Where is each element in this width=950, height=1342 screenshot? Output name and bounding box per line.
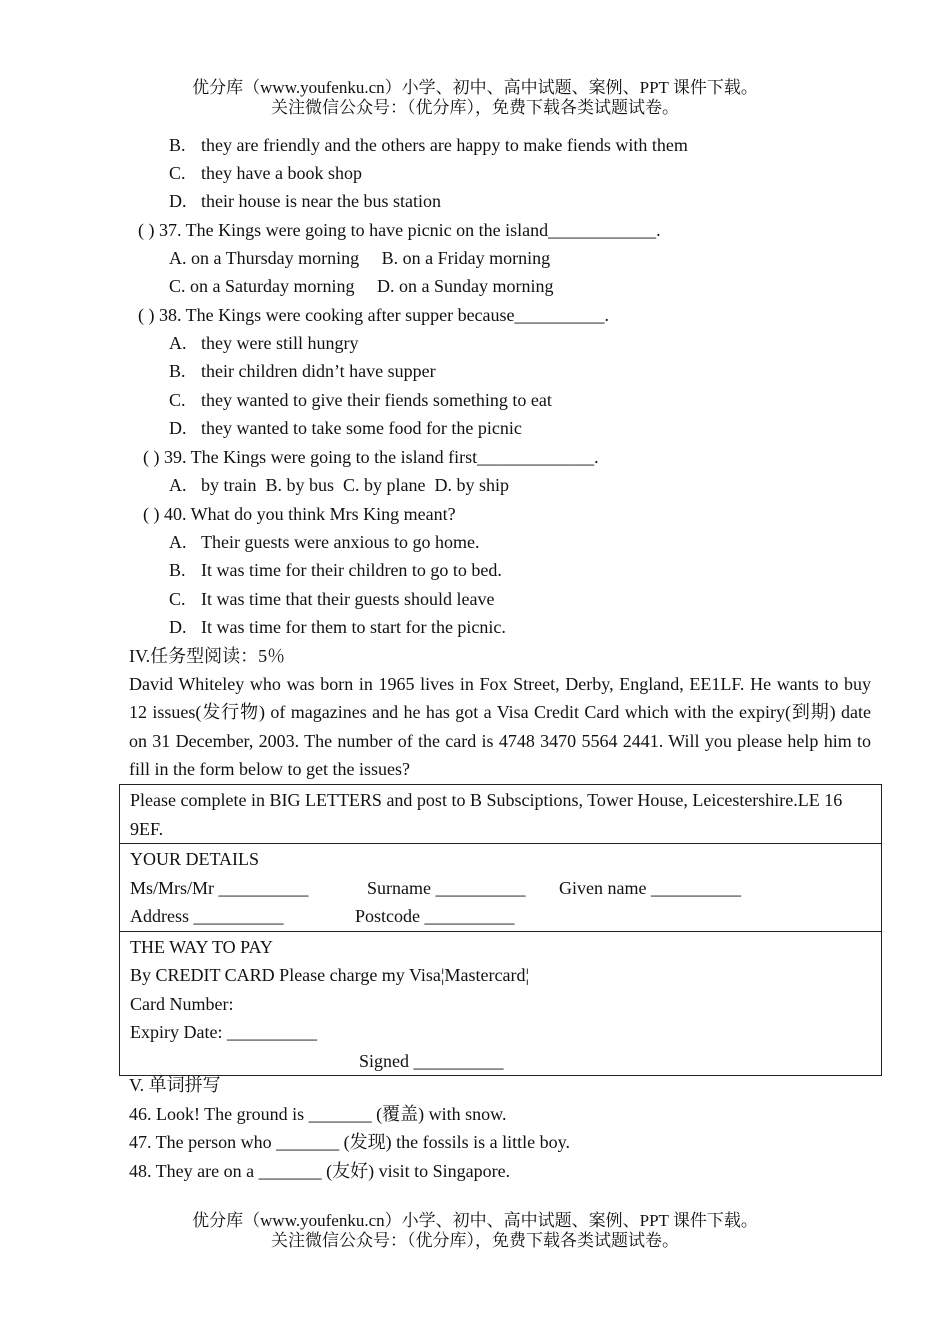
form-details-section [120, 844, 881, 932]
subscription-form [119, 784, 882, 1076]
form-instructions-section [120, 785, 881, 844]
footer-line-2: 关注微信公众号：（优分库），免费下载各类试题试卷。 [271, 1231, 679, 1250]
form-payment-section [120, 932, 881, 1076]
q38-stem: ( ) 38. The Kings were cooking after supper because__________. [138, 305, 610, 325]
q39-options: A. by train B. by bus C. by plane D. by ship [169, 475, 509, 495]
q38-option-b: B. their children didn’t have supper [169, 361, 436, 381]
q37-stem: ( ) 37. The Kings were going to have picnic on the island____________. [138, 220, 661, 240]
q37-options-row-1: A. on a Thursday morning B. on a Friday morning [169, 248, 551, 268]
q40-option-c: C. It was time that their guests should leave [169, 589, 495, 609]
spelling-item-48: 48. They are on a _______ (友好) visit to Singapore. [129, 1161, 511, 1181]
q36-option-b: B. they are friendly and the others are happy to make fiends with them [169, 135, 688, 155]
q36-option-d: D. their house is near the bus station [169, 191, 441, 211]
form-instructions: Please complete in BIG LETTERS and post to B Subsciptions, Tower House, Leicestershire.LE 16 9EF. [130, 790, 843, 839]
address-field: Address __________ [130, 906, 284, 926]
q36-option-c: C. they have a book shop [169, 163, 362, 183]
signed-field: Signed __________ [359, 1050, 504, 1071]
spelling-item-47: 47. The person who _______ (发现) the fossils is a little boy. [129, 1132, 570, 1152]
q37-options-row-2: C. on a Saturday morning D. on a Sunday morning [169, 276, 554, 296]
surname-field: Surname __________ [367, 877, 526, 898]
q39-stem: ( ) 39. The Kings were going to the island first_____________. [143, 447, 599, 467]
header-line-1: 优分库（www.youfenku.cn）小学、初中、高中试题、案例、PPT 课件下载。 [192, 78, 758, 97]
details-heading: YOUR DETAILS [130, 849, 260, 869]
spelling-item-46: 46. Look! The ground is _______ (覆盖) with snow. [129, 1104, 507, 1124]
page-footer [0, 1211, 950, 1251]
q38-option-c: C. they wanted to give their fiends something to eat [169, 390, 552, 410]
credit-card-line: By CREDIT CARD Please charge my Visa¦Mastercard¦ [130, 965, 530, 985]
postcode-field: Postcode __________ [355, 906, 515, 926]
card-number-field: Card Number: [130, 993, 234, 1014]
q40-option-b: B. It was time for their children to go to bed. [169, 560, 502, 580]
footer-line-1: 优分库（www.youfenku.cn）小学、初中、高中试题、案例、PPT 课件下载。 [192, 1211, 758, 1230]
q40-stem: ( ) 40. What do you think Mrs King meant? [143, 504, 456, 524]
q38-option-a: A. they were still hungry [169, 333, 359, 353]
section-5-heading: V. 单词拼写 [129, 1075, 221, 1095]
pay-heading: THE WAY TO PAY [130, 936, 273, 957]
section-4-heading: IV.任务型阅读：5％ [129, 646, 286, 666]
expiry-date-field: Expiry Date: __________ [130, 1022, 317, 1042]
q40-option-a: A. Their guests were anxious to go home. [169, 532, 480, 552]
given-name-field: Given name __________ [559, 877, 741, 898]
q38-option-d: D. they wanted to take some food for the picnic [169, 418, 522, 438]
section-4-paragraph: David Whiteley who was born in 1965 lives in Fox Street, Derby, England, EE1LF. He wants to buy 12 issues(发行物) of magazines and he has got a Visa Credit Card which with the expiry(到期) date on 31 December, 2003. The number of the card is 4748 3470 5564 2441. Will you please help him to fill in the form below to get the issues? [129, 674, 871, 779]
title-field: Ms/Mrs/Mr __________ [130, 877, 309, 898]
header-line-2: 关注微信公众号：（优分库），免费下载各类试题试卷。 [271, 98, 679, 117]
q40-option-d: D. It was time for them to start for the picnic. [169, 617, 506, 637]
page-header [0, 78, 950, 118]
